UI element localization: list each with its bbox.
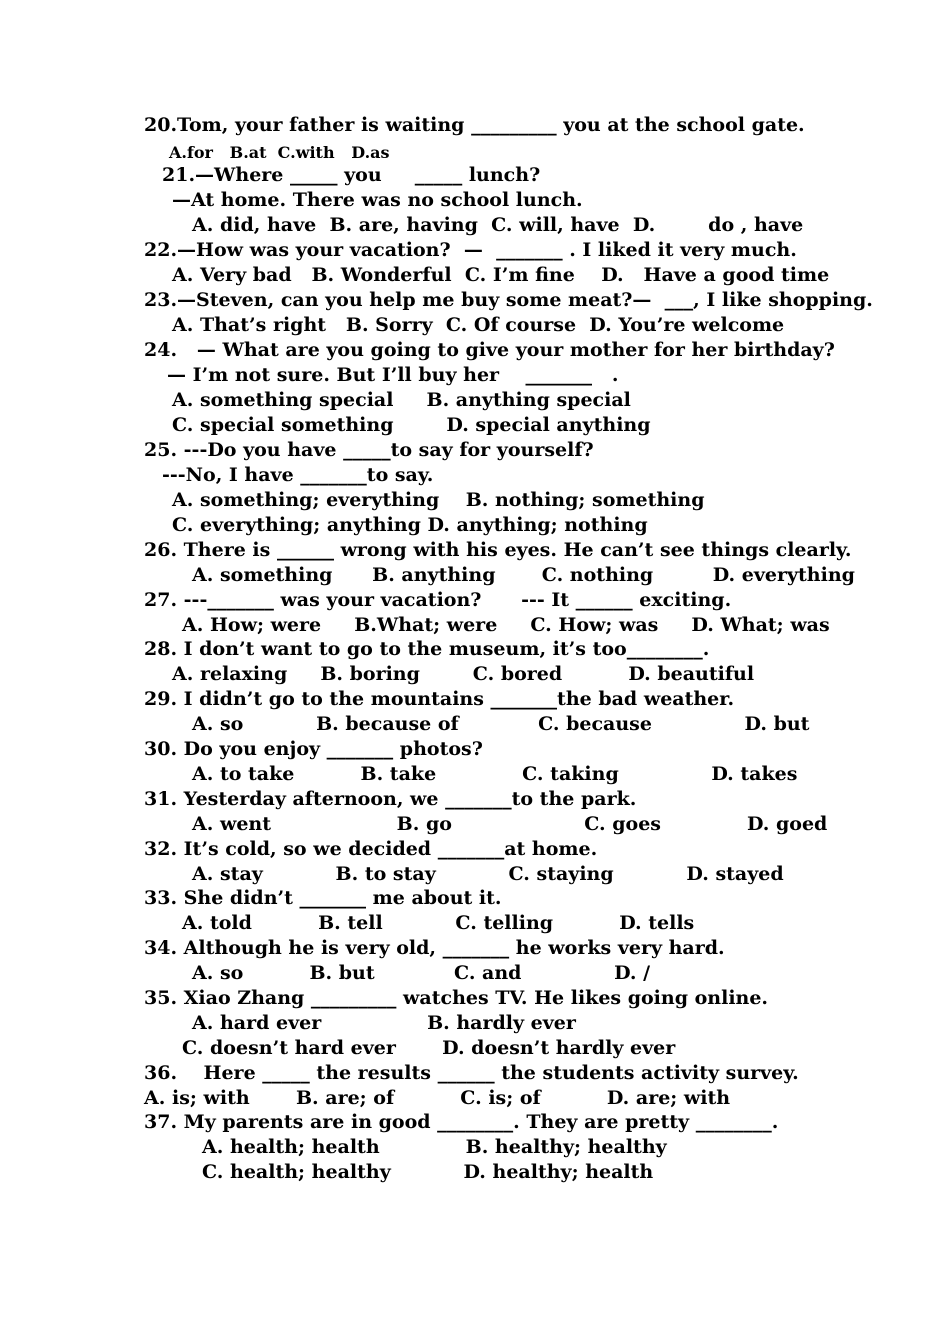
question-22: 22.—How was your vacation? — _______ . I liked it very much.: [144, 239, 797, 261]
question-32: 32. It’s cold, so we decided _______at home.: [144, 838, 598, 860]
question-35-options-cd: C. doesn’t hard ever D. doesn’t hardly ever: [182, 1037, 676, 1059]
question-25-options-cd: C. everything; anything D. anything; nothing: [172, 514, 648, 536]
question-24-options-ab: A. something special B. anything special: [172, 389, 631, 411]
question-29-options: A. so B. because of C. because D. but: [192, 713, 810, 735]
question-24-reply: — I’m not sure. But I’ll buy her _______ .: [167, 364, 619, 386]
question-21-options: A. did, have B. are, having C. will, have D. do , have: [192, 214, 804, 236]
question-36-options: A. is; with B. are; of C. is; of D. are; with: [144, 1087, 731, 1109]
question-21: 21.—Where _____ you _____ lunch?: [162, 164, 541, 186]
question-25-options-ab: A. something; everything B. nothing; something: [172, 489, 705, 511]
question-37: 37. My parents are in good ________. They are pretty ________.: [144, 1111, 779, 1133]
question-35: 35. Xiao Zhang _________ watches TV. He likes going online.: [144, 987, 769, 1009]
question-30-options: A. to take B. take C. taking D. takes: [192, 763, 798, 785]
question-30: 30. Do you enjoy _______ photos?: [144, 738, 483, 760]
question-28: 28. I don’t want to go to the museum, it’s too________.: [144, 638, 710, 660]
question-21-reply: —At home. There was no school lunch.: [172, 189, 583, 211]
question-31-options: A. went B. go C. goes D. goed: [192, 813, 828, 835]
question-35-options-ab: A. hard ever B. hardly ever: [192, 1012, 576, 1034]
question-37-options-ab: A. health; health B. healthy; healthy: [202, 1136, 667, 1158]
question-26-options: A. something B. anything C. nothing D. everything: [192, 564, 855, 586]
question-32-options: A. stay B. to stay C. staying D. stayed: [192, 863, 784, 885]
question-20-options: A.for B.at C.with D.as: [169, 143, 390, 162]
question-24-options-cd: C. special something D. special anything: [172, 414, 651, 436]
question-34: 34. Although he is very old, _______ he works very hard.: [144, 937, 725, 959]
question-34-options: A. so B. but C. and D. /: [192, 962, 651, 984]
question-37-options-cd: C. health; healthy D. healthy; health: [202, 1161, 654, 1183]
question-23: 23.—Steven, can you help me buy some meat?— ___, I like shopping.: [144, 289, 873, 311]
question-27-options: A. How; were B.What; were C. How; was D. What; was: [182, 614, 830, 636]
question-24: 24. — What are you going to give your mother for her birthday?: [144, 339, 835, 361]
question-33: 33. She didn’t _______ me about it.: [144, 887, 502, 909]
question-29: 29. I didn’t go to the mountains _______the bad weather.: [144, 688, 735, 710]
question-27: 27. ---_______ was your vacation? --- It ______ exciting.: [144, 589, 732, 611]
question-26: 26. There is ______ wrong with his eyes. He can’t see things clearly.: [144, 539, 852, 561]
question-22-options: A. Very bad B. Wonderful C. I’m fine D. Have a good time: [172, 264, 830, 286]
question-28-options: A. relaxing B. boring C. bored D. beautiful: [172, 663, 755, 685]
question-36: 36. Here _____ the results ______ the students activity survey.: [144, 1062, 799, 1084]
question-25-reply: ---No, I have _______to say.: [162, 464, 434, 486]
question-23-options: A. That’s right B. Sorry C. Of course D. You’re welcome: [172, 314, 785, 336]
question-31: 31. Yesterday afternoon, we _______to the park.: [144, 788, 637, 810]
question-25: 25. ---Do you have _____to say for yourself?: [144, 439, 594, 461]
question-33-options: A. told B. tell C. telling D. tells: [182, 912, 695, 934]
question-20: 20.Tom, your father is waiting _________ you at the school gate.: [144, 114, 805, 136]
